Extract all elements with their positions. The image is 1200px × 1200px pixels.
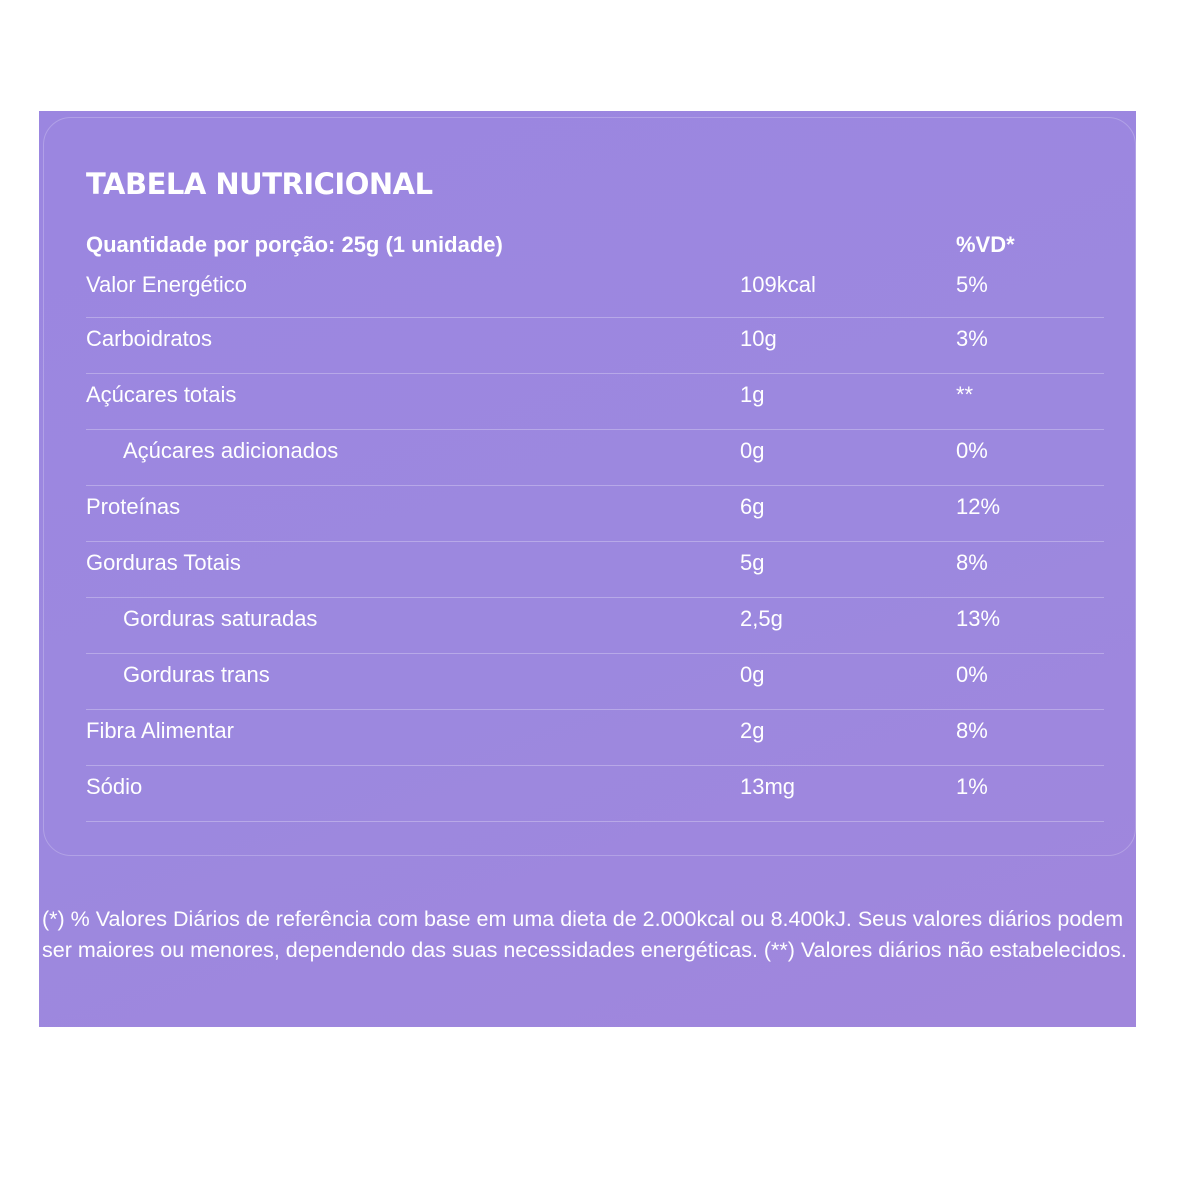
portion-label: Quantidade por porção: 25g (1 unidade) (86, 232, 503, 257)
nutrient-vd: 12% (956, 494, 1001, 519)
nutrient-name: Açúcares adicionados (123, 438, 339, 463)
nutrient-name: Açúcares totais (86, 382, 237, 407)
nutrient-quantity: 0g (740, 662, 765, 687)
nutrient-vd: 5% (956, 272, 988, 297)
nutrient-vd: ** (956, 382, 974, 407)
table-title: TABELA NUTRICIONAL (86, 167, 433, 201)
footnote: (*) % Valores Diários de referência com base em uma dieta de 2.000kcal ou 8.400kJ. Seus valores diários podem ser maiores ou menores, dependendo das suas necessidades energéticas. (**) Valores diários não estabelecidos. (42, 907, 1127, 962)
nutrient-vd: 1% (956, 774, 988, 799)
nutrient-quantity: 2g (740, 718, 765, 743)
table-row (86, 542, 1104, 598)
table-row (86, 654, 1104, 710)
nutrient-quantity: 10g (740, 326, 777, 351)
nutrient-vd: 8% (956, 550, 988, 575)
table-row (86, 486, 1104, 542)
nutrient-name: Gorduras saturadas (123, 606, 318, 631)
nutrient-name: Gorduras Totais (86, 550, 241, 575)
table-row (86, 598, 1104, 654)
nutrient-name: Valor Energético (86, 272, 248, 297)
nutrient-vd: 8% (956, 718, 988, 743)
nutrient-quantity: 6g (740, 494, 765, 519)
nutrient-vd: 0% (956, 662, 988, 687)
nutrient-quantity: 1g (740, 382, 765, 407)
table-row (86, 264, 1104, 318)
table-header (86, 226, 1104, 264)
nutrient-vd: 3% (956, 326, 988, 351)
table-row (86, 766, 1104, 822)
nutrient-name: Carboidratos (86, 326, 212, 351)
nutrient-name: Proteínas (86, 494, 181, 519)
table-row (86, 430, 1104, 486)
nutrient-vd: 0% (956, 438, 988, 463)
nutrition-panel (39, 111, 1136, 1027)
table-row (86, 374, 1104, 430)
nutrient-name: Fibra Alimentar (86, 718, 234, 743)
nutrient-quantity: 13mg (740, 774, 796, 799)
table-row (86, 710, 1104, 766)
nutrient-name: Gorduras trans (123, 662, 270, 687)
vd-column-header: %VD* (956, 232, 1015, 257)
nutrient-vd: 13% (956, 606, 1001, 631)
nutrient-quantity: 2,5g (740, 606, 783, 631)
nutrient-quantity: 0g (740, 438, 765, 463)
table-row (86, 318, 1104, 374)
nutrient-quantity: 109kcal (740, 272, 816, 297)
nutrient-name: Sódio (86, 774, 143, 799)
nutrition-card (43, 117, 1136, 856)
nutrition-table (86, 226, 1104, 822)
nutrient-quantity: 5g (740, 550, 765, 575)
